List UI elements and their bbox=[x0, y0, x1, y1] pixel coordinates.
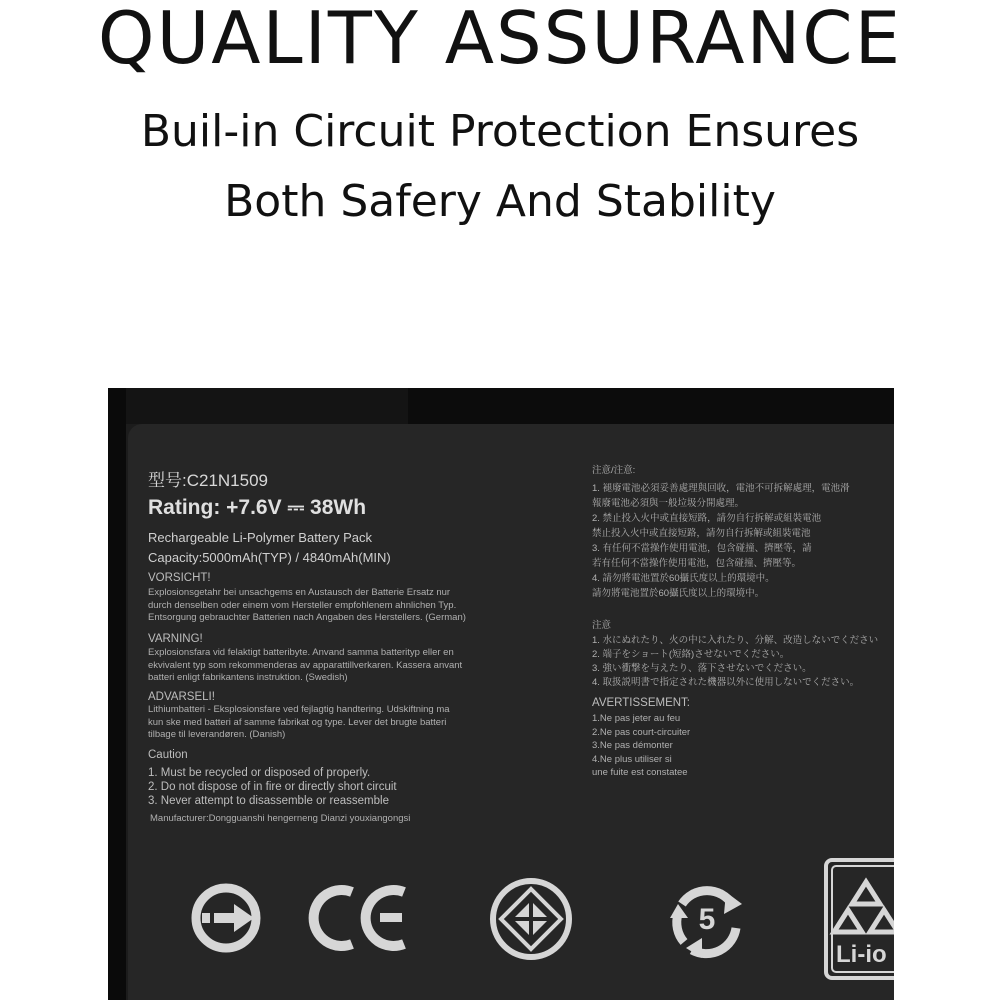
recycle-5-icon bbox=[662, 874, 752, 964]
page-title: QUALITY ASSURANCE bbox=[97, 0, 903, 80]
subtitle-line-1: Buil-in Circuit Protection Ensures bbox=[140, 106, 860, 157]
fr-heading: AVERTISSEMENT: bbox=[592, 697, 690, 709]
danish-warning: Lithiumbatteri - Eksplosionsfare ved fejlagtig handtering. Udskiftning ma kun ske med batteri af samme fabrikat og type. Lever det brugte batteri tilbage til leverandøren. (Danish) bbox=[148, 704, 450, 740]
li-ion-recycle-icon bbox=[822, 858, 894, 988]
model-number: 型号:C21N1509 bbox=[148, 471, 269, 490]
varning-heading: VARNING! bbox=[148, 633, 203, 645]
jp-warning: 1. 水にぬれたり、火の中に入れたり、分解、改造しないでください 2. 端子をショート(短絡)させないでください。 3. 強い衝撃を与えたり、落下させないでください。 4. 取扱説明書で指定された機器以外に使用しないでください。 bbox=[592, 635, 879, 688]
rating-text: Rating: +7.6V ⎓ 38Wh bbox=[148, 496, 367, 519]
safety-mark-icon bbox=[188, 880, 264, 956]
capacity-text: Capacity:5000mAh(TYP) / 4840mAh(MIN) bbox=[148, 550, 391, 565]
caution-list: 1. Must be recycled or disposed of properly. 2. Do not dispose of in fire or directly short circuit 3. Never attempt to disassemble or reassemble bbox=[148, 767, 397, 807]
fr-warning: 1.Ne pas jeter au feu 2.Ne pas court-circuiter 3.Ne pas démonter 4.Ne plus utiliser si une fuite est constatee bbox=[592, 713, 691, 778]
ce-mark-icon bbox=[304, 882, 414, 954]
swedish-warning: Explosionsfara vid felaktigt batteribyte. Anvand samma batterityp eller en ekvivalent typ som rekommenderas av apparattillverkaren. Kassera anvant batteri enligt fabrikantens instruktion. (Swedish) bbox=[148, 647, 463, 683]
german-warning: Explosionsgetahr bei unsachgems en Austausch der Batterie Ersatz nur durch denselben oder einem vom Hersteller empfohlenem ahnlichen Typ. Entsorgung gebrauchter Batterien nach Angaben des Herstellers. (German) bbox=[148, 587, 466, 623]
li-ion-text: Li-io bbox=[836, 941, 887, 968]
manufacturer-text: Manufacturer:Dongguanshi hengerneng Dianzi youxiangongsi bbox=[150, 813, 411, 824]
diamond-cert-icon bbox=[486, 874, 576, 964]
zh-heading: 注意/注意: bbox=[592, 465, 636, 476]
advarsel-heading: ADVARSELI! bbox=[148, 691, 215, 703]
recycle-number: 5 bbox=[698, 903, 716, 936]
battery-photo bbox=[108, 388, 894, 1000]
jp-heading: 注意 bbox=[592, 620, 612, 631]
caution-heading: Caution bbox=[148, 749, 188, 761]
ce-mark-text: CE bbox=[304, 882, 306, 883]
vorsicht-heading: VORSICHT! bbox=[148, 572, 211, 584]
pack-type: Rechargeable Li-Polymer Battery Pack bbox=[148, 530, 372, 545]
battery-left-edge bbox=[108, 388, 126, 1000]
subtitle-line-2: Both Safery And Stability bbox=[224, 176, 776, 226]
battery-connector-area bbox=[108, 388, 408, 424]
zh-warning: 1. 褪廢電池必須妥善處理與回收，電池不可拆解處理，電池滑 報廢電池必須與一般垃圾分開處理。 2. 禁止投入火中或直接短路，請勿自行拆解或組裝電池 禁止投入火中或直接短路，請勿自行拆解或組裝電池 3. 有任何不當操作使用電池，包含碰撞、擠壓等，請 若有任何不當操作使用電池，包含碰撞、擠壓等。 4. 請勿將電池置於60攝氏度以上的環境中。 請勿將電池置於60攝氏度以上的環境中。 bbox=[592, 483, 850, 599]
